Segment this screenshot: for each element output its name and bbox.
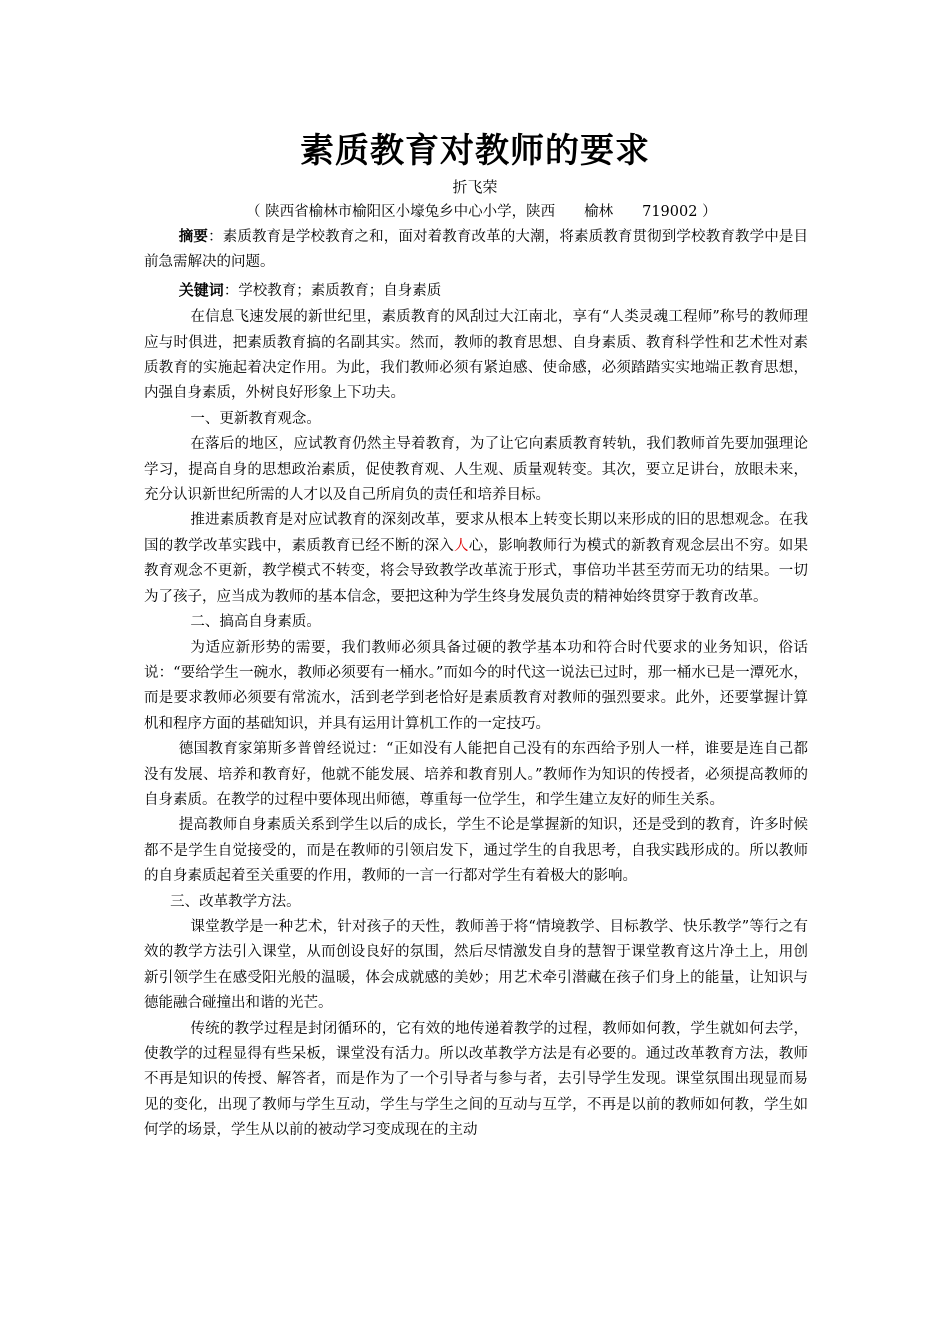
keywords-label: 关键词	[178, 280, 224, 299]
paragraph-2a: 为适应新形势的需要，我们教师必须具备过硬的教学基本功和符合时代要求的业务知识，俗话说：“要给学生一碗水，教师必须要有一桶水。”而如今的时代这一说法已过时，那一桶水已是一潭死水，而是要求教师必须要有常流水，活到老学到老恰好是素质教育对教师的强烈要求。此外，还要掌握计算机和程序方面的基础知识，并具有运用计算机工作的一定技巧。	[144, 639, 808, 732]
paragraph-intro: 在信息飞速发展的新世纪里，素质教育的风刮过大江南北，享有“人类灵魂工程师”称号的教师理应与时俱进，把素质教育搞的名副其实。然而，教师的教育思想、自身素质、教育科学性和艺术性对素质教育的实施起着决定作用。为此，我们教师必须有紧迫感、使命感，必须踏踏实实地端正教育思想，内强自身素质，外树良好形象上下功夫。	[144, 309, 808, 402]
document-body	[144, 225, 808, 1144]
paragraph-3b: 传统的教学过程是封闭循环的，它有效的地传递着教学的过程，教师如何教，学生就如何去学，使教学的过程显得有些呆板，课堂没有活力。所以改革教学方法是有必要的。通过改革教育方法，教师不再是知识的传授、解答者，而是作为了一个引导者与参与者，去引导学生发现。课堂氛围出现显而易见的变化，出现了教师与学生互动，学生与学生之间的互动与互学，不再是以前的教师如何教，学生如何学的场景，学生从以前的被动学习变成现在的主动	[144, 1020, 808, 1139]
author-name: 折飞荣	[452, 178, 498, 196]
section-heading-2: 二、搞高自身素质。	[190, 614, 321, 631]
keywords-text: ：学校教育；素质教育；自身素质	[223, 282, 442, 299]
author-affiliation: （ 陕西省榆林市榆阳区小壕兔乡中心小学，陕西 榆林 719002 ）	[246, 204, 717, 220]
abstract-label: 摘要	[178, 229, 209, 245]
abstract	[144, 225, 808, 276]
paragraph-3a: 课堂教学是一种艺术，针对孩子的天性，教师善于将“情境教学、目标教学、快乐教学”等行之有效的教学方法引入课堂，从而创设良好的氛围，然后尽情激发自身的慧智于课堂教育这片净土上，用创新引领学生在感受阳光般的温暖，体会成就感的美妙；用艺术牵引潜藏在孩子们身上的能量，让知识与德能融合碰撞出和谐的光芒。	[144, 918, 808, 1012]
highlighted-char: 人	[454, 537, 469, 554]
paragraph-1b-text-start: 推进素质教育是对应试教育的深刻改革，要求从根本上转变长期以来形成的旧的思想观念。在我国的教学改革实践中，素质教育已经不断的深入	[144, 512, 808, 554]
abstract-text: ：素质教育是学校教育之和，面对着教育改革的大潮，将素质教育贯彻到学校教育教学中是目前急需解决的问题。	[144, 229, 809, 271]
section-heading-1: 一、更新教育观念。	[190, 410, 321, 427]
paragraph-1b-text-end: 心，影响教师行为模式的新教育观念层出不穷。如果教育观念不更新，教学模式不转变，将会导致教学改革流于形式，事倍功半甚至劳而无功的结果。一切为了孩子，应当成为教师的基本信念，要把这种为学生终身发展负责的精神始终贯穿于教育改革。	[144, 537, 809, 605]
paragraph-1a: 在落后的地区，应试教育仍然主导着教育，为了让它向素质教育转轨，我们教师首先要加强理论学习，提高自身的思想政治素质，促使教育观、人生观、质量观转变。其次，要立足讲台，放眼未来，充分认识新世纪所需的人才以及自己所肩负的责任和培养目标。	[144, 436, 808, 504]
paragraph-2b: 德国教育家第斯多普曾经说过：“正如没有人能把自己没有的东西给予别人一样，谁要是连自己都没有发展、培养和教育好，他就不能发展、培养和教育别人。”教师作为知识的传授者，必须提高教师的自身素质。在教学的过程中要体现出师德，尊重每一位学生，和学生建立友好的师生关系。	[144, 741, 808, 808]
document-title: 素质教育对教师的要求	[300, 131, 650, 171]
paragraph-1b	[144, 508, 808, 610]
section-heading-3: 三、改革教学方法。	[170, 893, 301, 910]
keywords	[144, 278, 808, 304]
paragraph-2c: 提高教师自身素质关系到学生以后的成长，学生不论是掌握新的知识，还是受到的教育，许多时候都不是学生自觉接受的，而是在教师的引领启发下，通过学生的自我思考，自我实践形成的。所以教师的自身素质起着至关重要的作用，教师的一言一行都对学生有着极大的影响。	[144, 817, 808, 885]
